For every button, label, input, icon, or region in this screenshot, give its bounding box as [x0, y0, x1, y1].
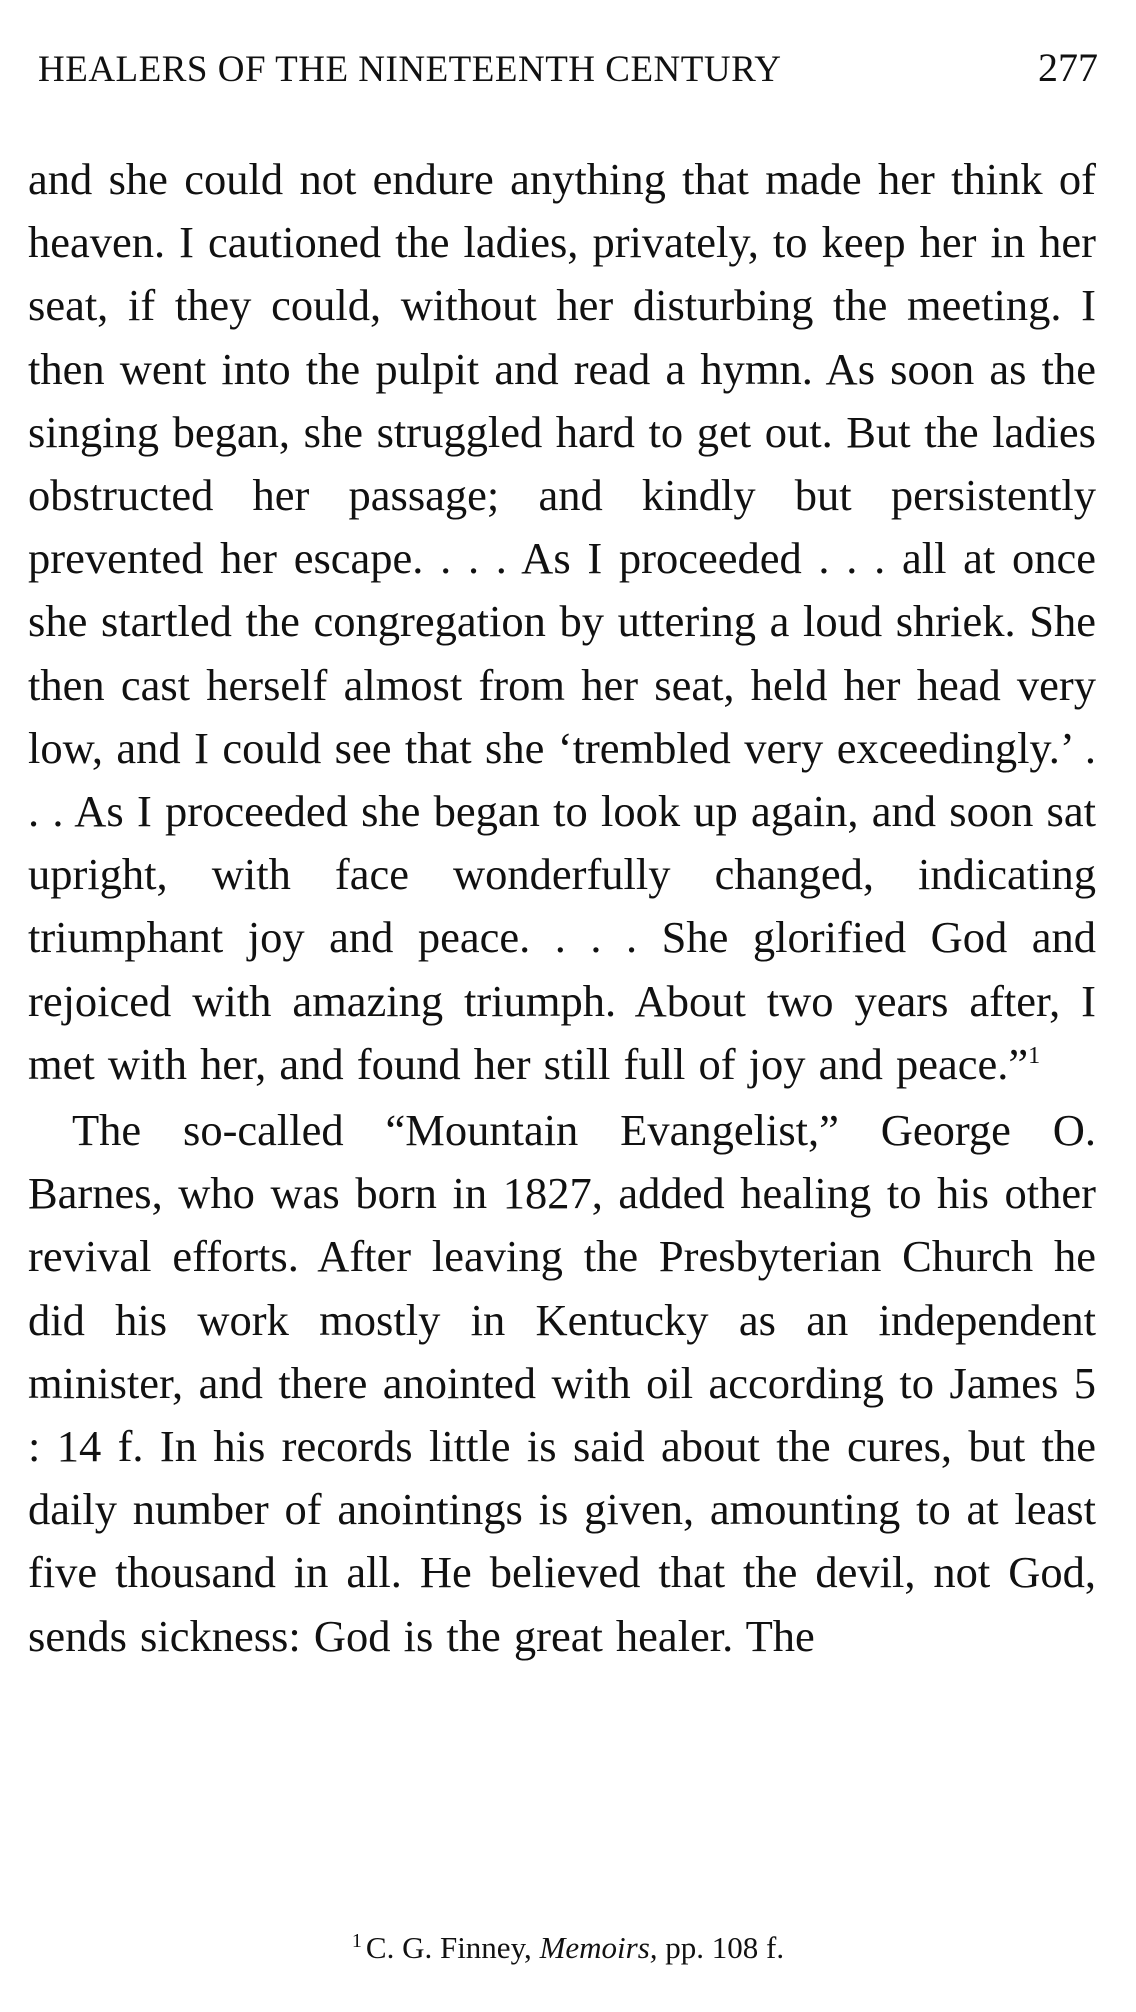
paragraph: [28, 148, 1096, 1096]
running-head: [38, 44, 1098, 104]
footnote: [0, 1930, 1136, 1966]
paragraph: [28, 1099, 1096, 1668]
footnote-reference: 1: [1028, 1043, 1041, 1070]
footnote-pages: pp. 108 f.: [665, 1930, 785, 1965]
paragraph-text: The so-called “Mountain Evangelist,” George O. Barnes, who was born in 1827, added healing to his other revival efforts. After leaving the Presbyterian Church he did his work mostly in Kentucky as an independent minister, and there anointed with oil according to James 5 : 14 f. In his records little is said about the cures, but the daily number of anointings is given, amounting to at least five thousand in all. He believed that the devil, not God, sends sickness: God is the great healer. The: [28, 1105, 1096, 1661]
footnote-work-title: Memoirs,: [539, 1930, 658, 1965]
footnote-author: C. G. Finney,: [365, 1930, 532, 1965]
running-title: HEALERS OF THE NINETEENTH CENTURY: [38, 49, 782, 90]
page-number: 277: [1038, 45, 1098, 90]
paragraph-text: and she could not endure anything that made her think of heaven. I cautioned the ladies, privately, to keep her in her seat, if they could, without her disturbing the meeting. I then went into the pulpit and read a hymn. As soon as the singing began, she struggled hard to get out. But the ladies obstructed her passage; and kindly but persistently prevented her escape. . . . As I proceeded . . . all at once she startled the congregation by uttering a loud shriek. She then cast herself almost from her seat, held her head very low, and I could see that she ‘trembled very exceedingly.’ . . . As I proceeded she began to look up again, and soon sat upright, with face wonderfully changed, indicating triumphant joy and peace. . . . She glorified God and rejoiced with amazing triumph. About two years after, I met with her, and found her still full of joy and peace.”: [28, 154, 1096, 1089]
body-text: [28, 148, 1096, 1668]
footnote-mark: 1: [351, 1929, 362, 1952]
